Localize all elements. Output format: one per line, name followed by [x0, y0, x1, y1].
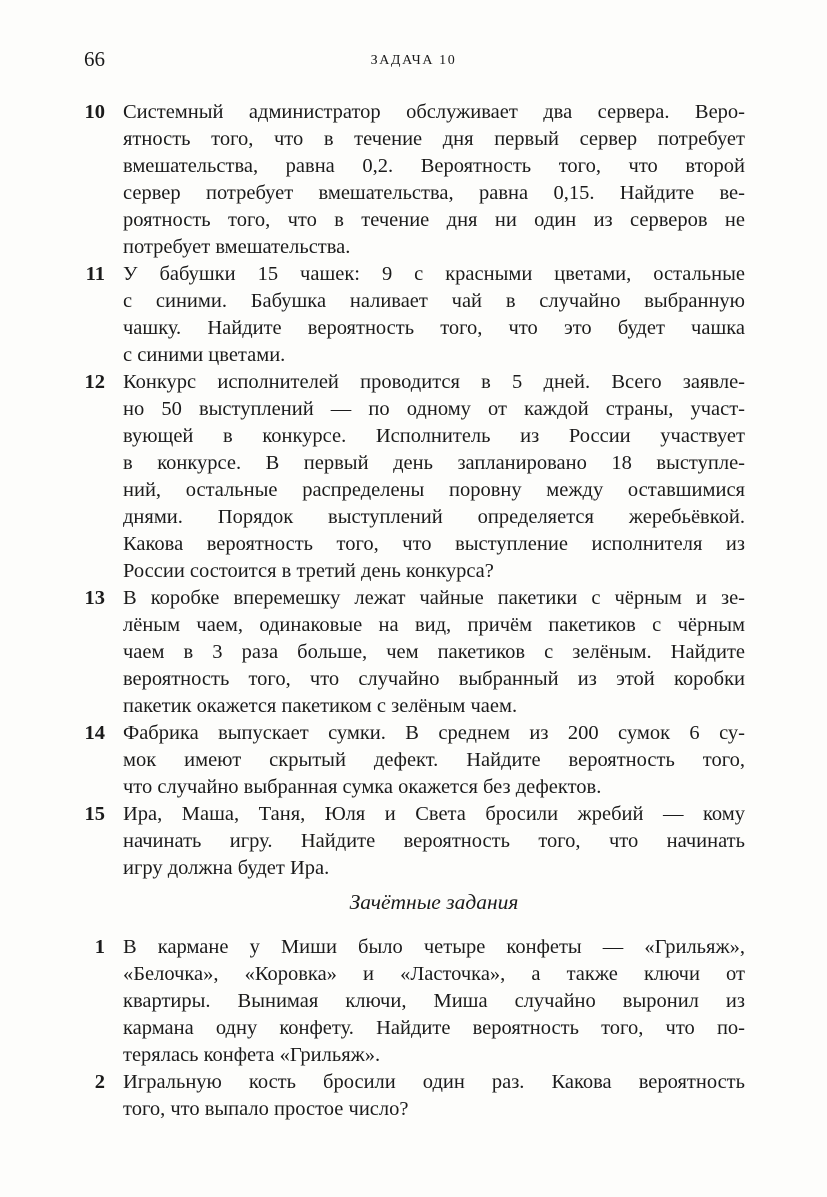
text-line: пакетик окажется пакетиком с зелёным чаем.: [123, 695, 518, 717]
text-line: чашку. Найдите вероятность того, что это будет чашка: [123, 317, 745, 339]
text-line: Какова вероятность того, что выступление исполнителя из: [123, 533, 745, 555]
text-line: ятность того, что в течение дня первый сервер потребует: [123, 128, 745, 150]
problem-list-final: [60, 934, 767, 1123]
problem-item: [60, 801, 767, 882]
problem-text: [123, 1069, 745, 1123]
text-line: России состоится в третий день конкурса?: [123, 560, 494, 582]
text-line: чаем в 3 раза больше, чем пакетиков с зелёным. Найдите: [123, 641, 745, 663]
text-line: Фабрика выпускает сумки. В среднем из 200 сумок 6 су-: [123, 722, 745, 744]
problem-item: [60, 1069, 767, 1123]
text-line: днями. Порядок выступлений определяется жеребьёвкой.: [123, 506, 745, 528]
problem-item: [60, 585, 767, 720]
problem-number: 2: [94, 1071, 105, 1093]
page-content: [60, 99, 767, 1123]
text-line: лёным чаем, одинаковые на вид, причём пакетиков с чёрным: [123, 614, 745, 636]
problem-text: [123, 934, 745, 1069]
text-line: Ира, Маша, Таня, Юля и Света бросили жребий — кому: [123, 803, 745, 825]
text-line: кармана одну конфету. Найдите вероятность того, что по-: [123, 1017, 745, 1039]
problem-list-main: [60, 99, 767, 882]
text-line: с синими цветами.: [123, 344, 286, 366]
running-header: [0, 48, 827, 72]
problem-text: [123, 720, 745, 801]
text-line: начинать игру. Найдите вероятность того, что начинать: [123, 830, 745, 852]
text-line: Конкурс исполнителей проводится в 5 дней. Всего заявле-: [123, 371, 745, 393]
problem-number: 13: [84, 587, 105, 609]
text-line: В кармане у Миши было четыре конфеты — «Грильяж»,: [123, 936, 745, 958]
problem-item: [60, 720, 767, 801]
text-line: роятность того, что в течение дня ни один из серверов не: [123, 209, 745, 231]
text-line: ний, остальные распределены поровну между оставшимися: [123, 479, 745, 501]
problem-number: 12: [84, 371, 105, 393]
problem-item: [60, 934, 767, 1069]
text-line: потребует вмешательства.: [123, 236, 351, 258]
problem-text: [123, 801, 745, 882]
problem-number: 11: [85, 263, 105, 285]
problem-text: [123, 261, 745, 369]
problem-number: 10: [84, 101, 105, 123]
text-line: терялась конфета «Грильяж».: [123, 1044, 381, 1066]
problem-item: [60, 99, 767, 261]
problem-text: [123, 369, 745, 585]
problem-item: [60, 261, 767, 369]
text-line: У бабушки 15 чашек: 9 с красными цветами, остальные: [123, 263, 745, 285]
section-heading: Зачётные задания: [349, 890, 519, 914]
problem-text: [123, 585, 745, 720]
text-line: вмешательства, равна 0,2. Вероятность того, что второй: [123, 155, 745, 177]
text-line: Игральную кость бросили один раз. Какова вероятность: [123, 1071, 745, 1093]
text-line: того, что выпало простое число?: [123, 1098, 409, 1120]
text-line: вероятность того, что случайно выбранный из этой коробки: [123, 668, 745, 690]
text-line: вующей в конкурсе. Исполнитель из России участвует: [123, 425, 745, 447]
problem-number: 1: [94, 936, 105, 958]
page-number: 66: [84, 47, 105, 71]
text-line: в конкурсе. В первый день запланировано 18 выступле-: [123, 452, 745, 474]
text-line: Системный администратор обслуживает два сервера. Веро-: [123, 101, 745, 123]
problem-number: 14: [84, 722, 105, 744]
text-line: мок имеют скрытый дефект. Найдите вероятность того,: [123, 749, 745, 771]
text-line: «Белочка», «Коровка» и «Ласточка», а также ключи от: [123, 963, 745, 985]
text-line: игру должна будет Ира.: [123, 857, 330, 879]
problem-item: [60, 369, 767, 585]
problem-number: 15: [84, 803, 105, 825]
text-line: В коробке вперемешку лежат чайные пакетики с чёрным и зе-: [123, 587, 745, 609]
problem-text: [123, 99, 745, 261]
text-line: с синими. Бабушка наливает чай в случайно выбранную: [123, 290, 745, 312]
text-line: что случайно выбранная сумка окажется без дефектов.: [123, 776, 602, 798]
text-line: сервер потребует вмешательства, равна 0,15. Найдите ве-: [123, 182, 745, 204]
running-head-title: ЗАДАЧА 10: [370, 53, 457, 68]
text-line: но 50 выступлений — по одному от каждой страны, участ-: [123, 398, 745, 420]
text-line: квартиры. Вынимая ключи, Миша случайно выронил из: [123, 990, 745, 1012]
